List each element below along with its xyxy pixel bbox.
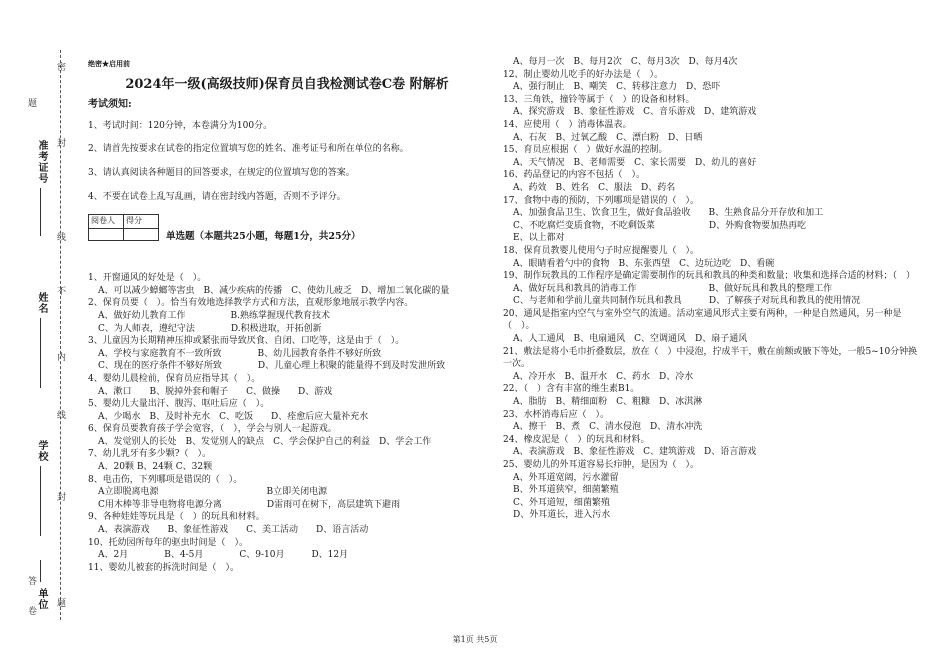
answer-options: A、强行制止 B、嘲笑 C、转移注意力 D、恐吓 [513, 82, 721, 93]
answer-options: A、做好玩具和教具的消毒工作 B、做好玩具和教具的整理工作 [513, 283, 833, 294]
margin-mark: 封 [57, 493, 67, 503]
question-stem: 11、婴幼儿被套的拆洗时间是（ ）。 [88, 562, 239, 573]
answer-options: A、天气情况 B、老师需要 C、家长需要 D、幼儿的喜好 [513, 157, 757, 168]
margin-mark: 密 [57, 63, 67, 73]
answer-options: A、少喝水 B、及时补充水 C、吃饭 D、痊愈后应大量补充水 [98, 411, 369, 422]
margin-mark: 内 [57, 353, 67, 363]
unit-field[interactable] [40, 560, 41, 582]
notice-heading: 考试须知: [88, 99, 132, 111]
score-block [88, 214, 486, 248]
score-table [88, 214, 159, 241]
binding-margin [0, 0, 70, 671]
label-school: 学校 [36, 440, 47, 462]
answer-options: A、2月 B、4-5月 C、9-10月 D、12月 [98, 550, 349, 561]
question-list-left [88, 272, 486, 574]
margin-mark: 封 [57, 139, 67, 149]
question-stem: 13、三角铁，撞铃等属于（ ）的设备和材料。 [503, 94, 695, 105]
answer-options: A、20颗 B、24颗 C、32颗 [98, 462, 213, 473]
answer-options: A、表演游戏 B、象征性游戏 C、美工活动 D、语言活动 [98, 525, 369, 536]
answer-options: C、现在的医疗条件不够好所致 D、儿童心理上积聚的能量得不到及时发泄所致 [98, 361, 446, 372]
answer-options: A、发觉别人的长处 B、发觉别人的缺点 C、学会保护自己的利益 D、学会工作 [98, 436, 432, 447]
question-stem: 4、婴幼儿晨检前，保育员应指导其（ ）。 [88, 373, 261, 384]
answer-options: A、药效 B、姓名 C、服法 D、药名 [513, 182, 676, 193]
answer-options: C、与老师和学前儿童共同制作玩具和教具 D、了解孩子对玩具和教具的使用情况 [513, 296, 861, 307]
answer-options: A、做好幼儿教育工作 B.熟练掌握现代教育技术 [98, 310, 330, 321]
question-stem: 10、托幼园所每年的驱虫时间是（ ）。 [88, 537, 248, 548]
answer-options: C用木棒等非导电物将电源分离 D雷雨可在树下，高层建筑下避雨 [98, 499, 401, 510]
exam-number-field[interactable] [40, 188, 41, 236]
margin-mark: 题 [57, 599, 67, 609]
question-list-right [503, 56, 923, 522]
question-stem: 12、制止婴幼儿吃手的好办法是（ ）。 [503, 69, 663, 80]
question-stem: 25、婴幼儿的外耳道容易长疖肿，是因为（ ）。 [503, 460, 699, 470]
answer-options: A、漱口 B、脱掉外套和帽子 C、做操 D、游戏 [98, 386, 333, 397]
answer-options: A、脂肪 B、精细面粉 C、粗糠 D、冰淇淋 [513, 397, 703, 408]
question-stem: 24、橡皮泥是（ ）的玩具和材料。 [503, 434, 650, 445]
margin-mark: 线 [57, 233, 67, 243]
question-stem: 3、儿童因为长期精神压抑或紧张而导致厌食、自闭、口吃等，这是由于（ ）。 [88, 336, 405, 347]
answer-options: D、外耳道长，进入污水 [513, 510, 611, 521]
section-heading: 单选题（本题共25小题，每题1分，共25分） [166, 231, 361, 243]
label-exam-number: 准考证号 [36, 140, 47, 184]
page-title: 2024年一级(高级技师)保育员自我检测试卷C卷 附解析 [125, 76, 449, 92]
secret-mark: 绝密★启用前 [88, 59, 130, 68]
question-stem: 1、开窗通风的好处是（ ）。 [88, 273, 207, 284]
margin-mark: 不 [57, 287, 67, 297]
answer-options: A、人工通风 B、电扇通风 C、空调通风 D、扇子通风 [513, 334, 748, 345]
score-header: 得分 [124, 215, 159, 229]
answer-options: C、外耳道短，细菌繁殖 [513, 497, 610, 508]
answer-options: A、冷开水 B、温开水 C、药水 D、冷水 [513, 371, 694, 382]
margin-mark: 题 [28, 99, 38, 109]
question-stem: 17、食物中毒的预防，下列哪项是错误的（ ）。 [503, 195, 699, 206]
question-stem: 20、通风是指室内空气与室外空气的流通。活动室通风形式主要有两种，一种是自然通风，另一种是（ ）。 [503, 308, 902, 332]
answer-options: A、眼睛看着勺中的食物 B、东张西望 C、边玩边吃 D、看碗 [513, 258, 775, 269]
answer-options: A立即脱离电源 B立即关闭电源 [98, 487, 328, 498]
label-unit: 单位 [36, 588, 47, 610]
answer-options: A、加强食品卫生、饮食卫生，做好食品验收 B、生熟食品分开存放和加工 [513, 208, 824, 219]
question-stem: 23、水杯消毒后应（ ）。 [503, 409, 609, 420]
score-cell[interactable] [124, 228, 159, 240]
page-footer: 第1页 共5页 [452, 635, 498, 644]
question-stem: 21、敷法是将小毛巾折叠数层，放在（ ）中浸泡，拧成半干，敷在前额或腋下等处，一般5~10分钟换一次。 [503, 346, 918, 370]
notice-item: 4、不要在试卷上乱写乱画，请在密封线内答题，否则不予评分。 [88, 191, 346, 202]
answer-options: A、学校与家庭教育不一致所致 B、幼儿园教育条件不够好所致 [98, 348, 382, 359]
answer-options: A、探究游戏 B、象征性游戏 C、音乐游戏 D、建筑游戏 [513, 107, 757, 118]
answer-options: A、石灰 B、过氧乙酸 C、漂白粉 D、日晒 [513, 132, 703, 143]
answer-options: A、可以减少蟑螂等害虫 B、减少疾病的传播 C、使幼儿疲乏 D、增加二氧化碳的量 [98, 285, 450, 296]
question-stem: 6、保育员要教育孩子学会宽容，（ ），学会与别人一起游戏。 [88, 424, 337, 435]
question-stem: 2、保育员要（ ）。恰当有效地选择教学方式和方法，直观形象地展示教学内容。 [88, 298, 414, 309]
notice-item: 2、请首先按要求在试卷的指定位置填写您的姓名、准考证号和所在单位的名称。 [88, 144, 409, 155]
school-field[interactable] [40, 466, 41, 536]
margin-mark: 卷 [28, 607, 38, 617]
question-stem: 5、婴幼儿大量出汗、腹泻、呕吐后应（ ）。 [88, 399, 270, 410]
right-column [503, 56, 923, 522]
notice-item: 1、考试时间：120分钟，本卷满分为100分。 [88, 120, 273, 131]
name-field[interactable] [40, 318, 41, 388]
question-stem: 14、应使用（ ）消毒体温表。 [503, 119, 632, 130]
question-stem: 22、（ ）含有丰富的维生素B1。 [503, 384, 640, 395]
answer-options: A、外耳道宽阔，污水灌留 [513, 472, 619, 483]
answer-options: C、不吃腐烂变质食物，不吃剩饭菜 D、外购食物要加热再吃 [513, 220, 807, 231]
question-stem: 7、幼儿乳牙有多少颗?（ ）。 [88, 449, 212, 460]
question-stem: 9、各种娃娃等玩具是（ ）的玩具和材料。 [88, 512, 265, 523]
question-stem: 18、保育员教婴儿使用勺子时应提醒婴儿（ ）。 [503, 245, 699, 256]
question-stem: 16、药品登记的内容不包括（ ）。 [503, 170, 645, 181]
question-stem: 19、制作玩教具的工作程序是确定需要制作的玩具和教具的种类和数量；收集和选择合适的材料；（ ） [503, 271, 915, 282]
answer-options: B、外耳道狭窄，细菌繁殖 [513, 485, 619, 496]
reviewer-cell[interactable] [89, 228, 124, 240]
notice-item: 3、请认真阅读各种题目的回答要求，在规定的位置填写您的答案。 [88, 167, 355, 178]
left-column [88, 58, 486, 574]
margin-mark: 线 [57, 411, 67, 421]
reviewer-header: 阅卷人 [89, 215, 124, 229]
question-stem: 15、育员应根据（ ）做好水温的控制。 [503, 145, 668, 156]
answer-options: A、擦干 B、煮 C、清水侵泡 D、清水冲洗 [513, 422, 703, 433]
answer-options: A、每月一次 B、每月2次 C、每月3次 D、每月4次 [513, 57, 738, 67]
question-stem: 8、电击伤，下列哪项是错误的（ ）。 [88, 474, 243, 485]
answer-options: C、为人师表，遵纪守法 D.积极进取，开拓创新 [98, 323, 322, 334]
margin-mark: 答 [28, 577, 38, 587]
answer-options: E、以上都对 [513, 233, 565, 244]
label-name: 姓名 [36, 292, 47, 314]
answer-options: A、表演游戏 B、象征性游戏 C、建筑游戏 D、语言游戏 [513, 447, 757, 458]
